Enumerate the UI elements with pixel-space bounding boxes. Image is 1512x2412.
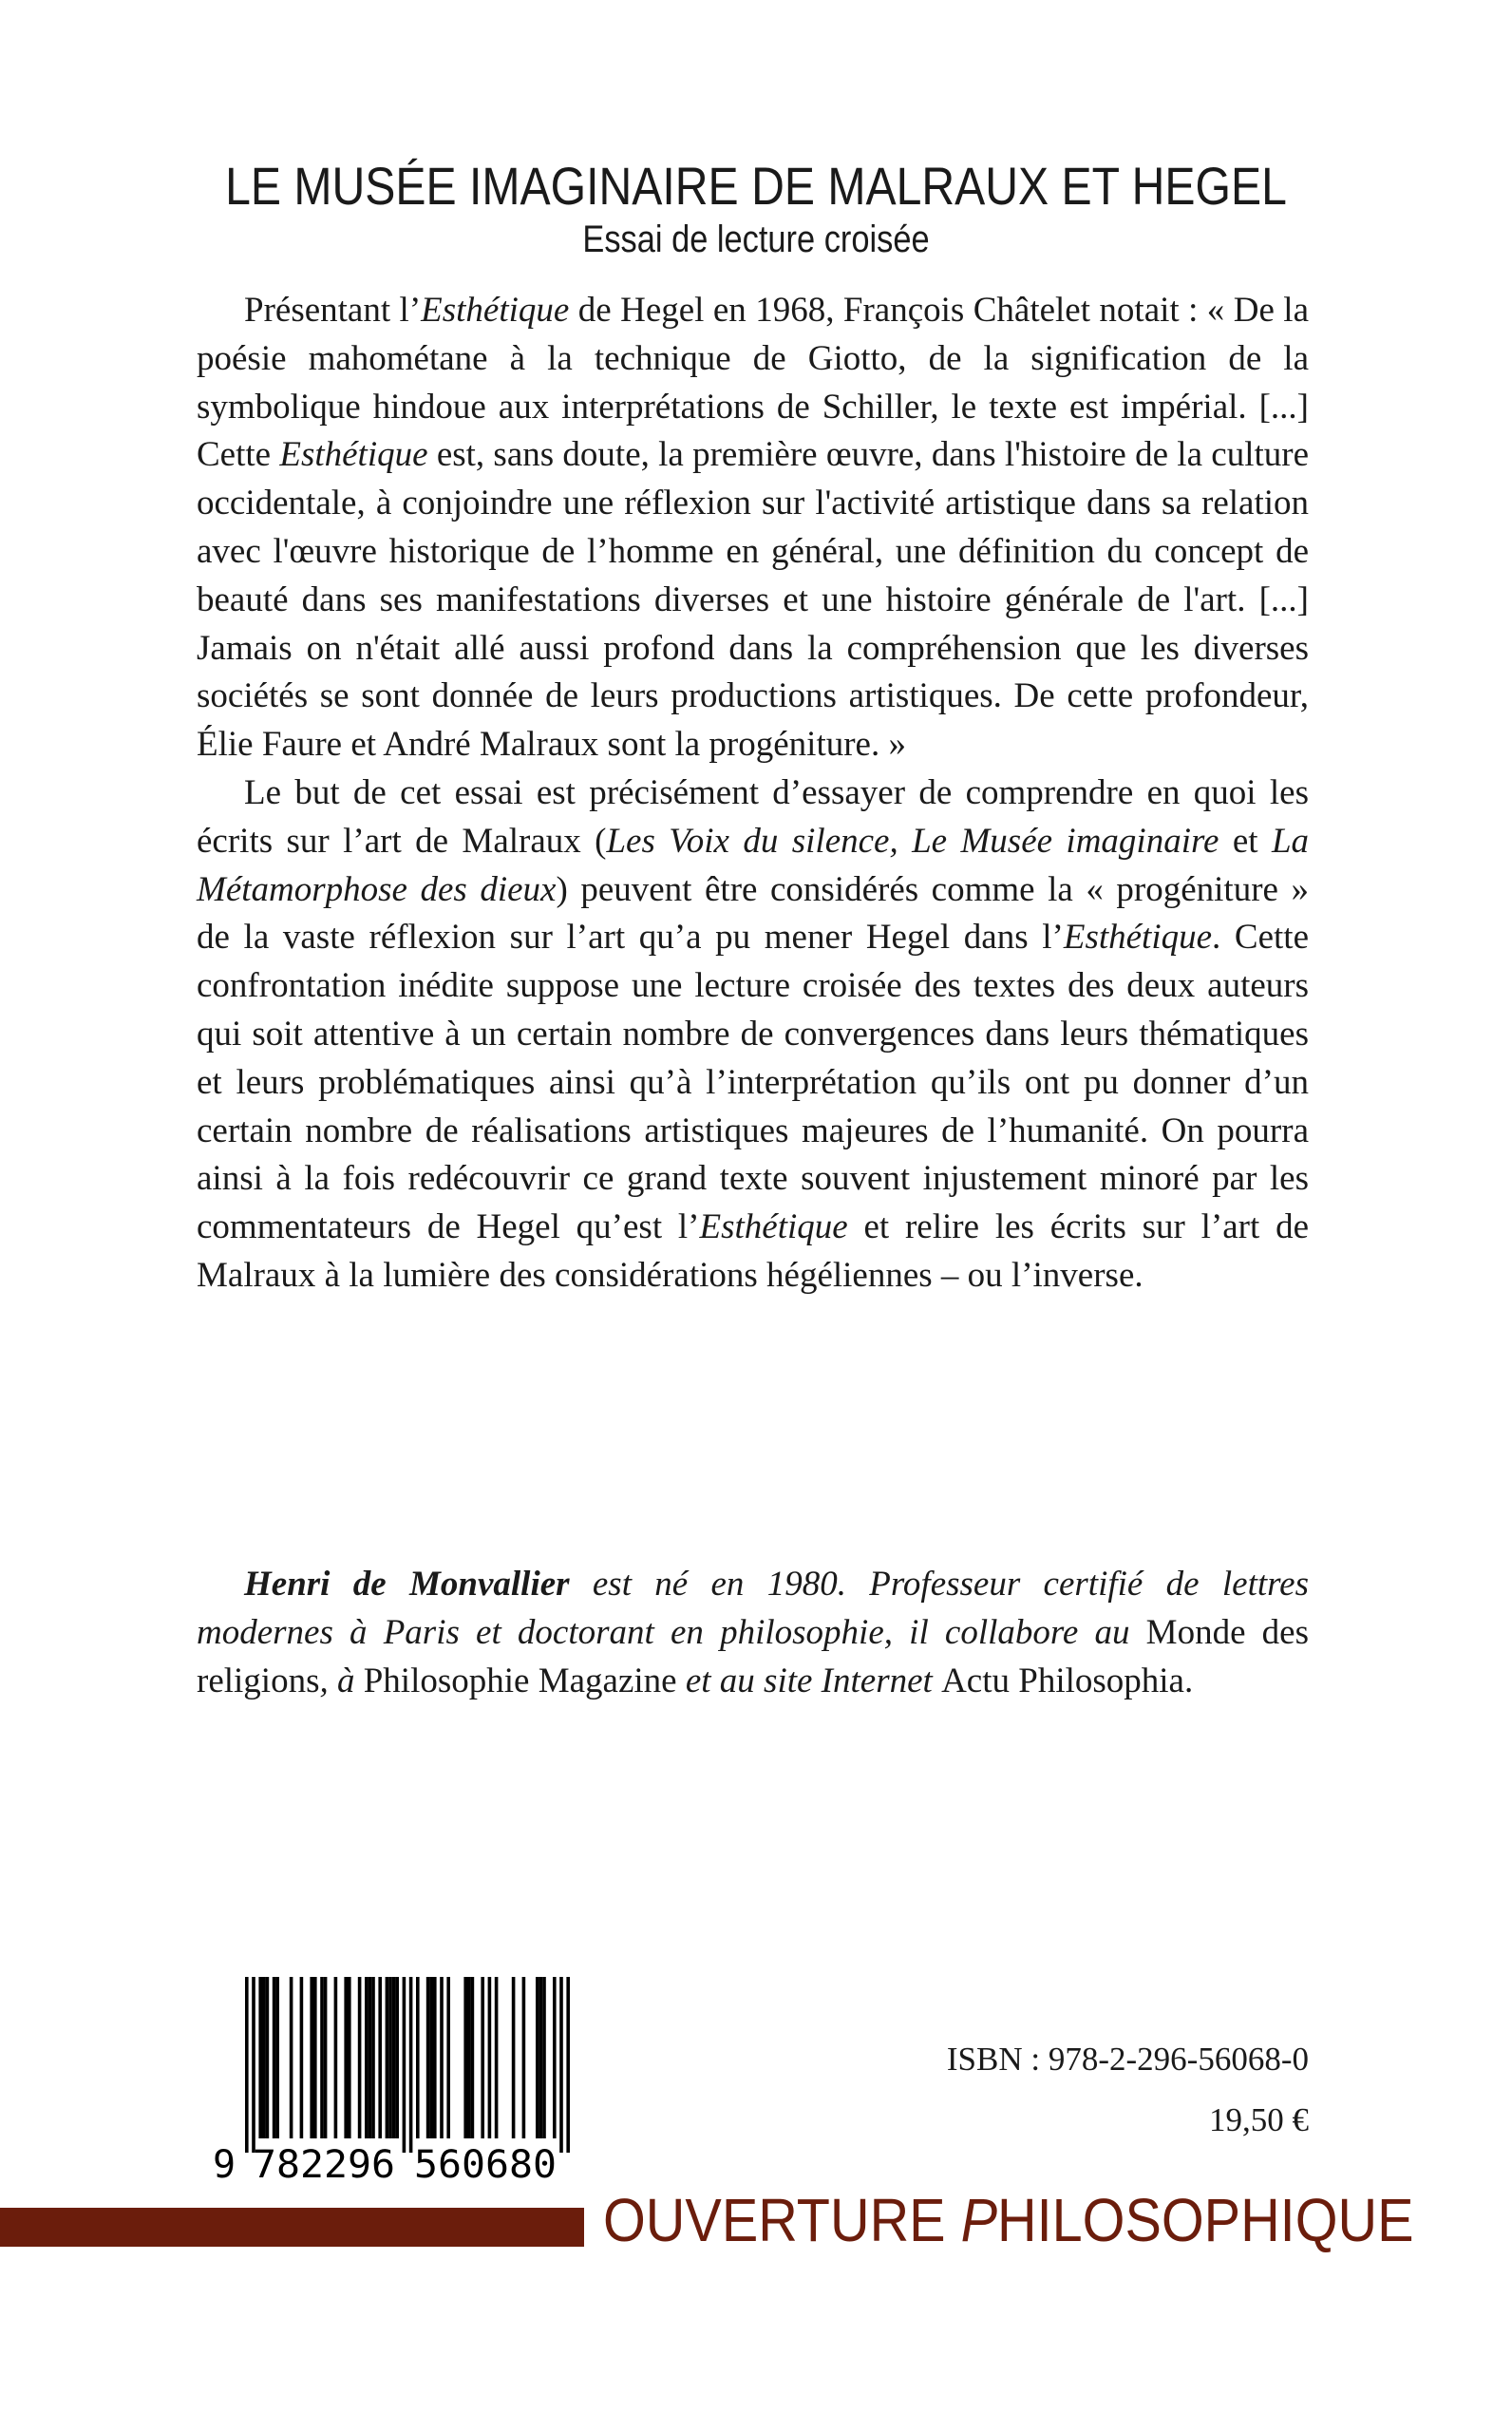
- book-title: LE MUSÉE IMAGINAIRE DE MALRAUX ET HEGEL: [225, 156, 1287, 216]
- barcode-bar: [358, 1977, 362, 2138]
- barcode-bar: [566, 1977, 570, 2153]
- barcode-bar: [313, 1977, 317, 2138]
- book-subtitle: Essai de lecture croisée: [582, 218, 930, 260]
- barcode-bar: [440, 1977, 444, 2138]
- barcode-bar: [536, 1977, 539, 2138]
- barcode-bar: [324, 1977, 328, 2138]
- barcode-bar: [252, 1977, 255, 2153]
- barcode-digits-left: 782296: [253, 2143, 395, 2181]
- blurb-paragraph-1: Présentant l’Esthétique de Hegel en 1968, François Châtelet notait : « De la poésie mahométane à la technique de Giotto, de la signification de la symbolique hindoue aux interprétations de Schiller, le texte est impérial. [...] Cette Esthétique est, sans doute, la première œuvre, dans l'histoire de la culture occidentale, à conjoindre une réflexion sur l'activité artistique dans sa relation avec l'œuvre historique de l’homme en général, une définition du concept de beauté dans ses manifestations diverses et une histoire générale de l'art. [...] Jamais on n'était allé aussi profond dans la compréhension que les diverses sociétés se sont donnée de leurs productions artistiques. De cette profondeur, Élie Faure et André Malraux sont la progéniture. »: [197, 291, 1309, 765]
- barcode-bar: [266, 1977, 270, 2138]
- barcode-bar: [433, 1977, 437, 2138]
- barcode-bar: [369, 1977, 372, 2138]
- blurb-text: [197, 287, 1309, 1301]
- barcode-digits-lead: 9: [213, 2143, 236, 2181]
- barcode-bar: [403, 1977, 406, 2153]
- series-name: OUVERTURE PHILOSOPHIQUE: [603, 2186, 1414, 2254]
- barcode-bar: [463, 1977, 467, 2138]
- barcode-bar: [559, 1977, 563, 2153]
- barcode-bar: [495, 1977, 499, 2138]
- barcode-bar: [344, 1977, 348, 2138]
- barcode-bar: [409, 1977, 413, 2153]
- barcode-bar: [539, 1977, 543, 2138]
- barcode-bar: [553, 1977, 557, 2138]
- barcode-bar: [429, 1977, 433, 2138]
- barcode-bar: [426, 1977, 430, 2138]
- barcode: [211, 1977, 583, 2181]
- barcode-bar: [481, 1977, 484, 2138]
- author-name: Henri de Monvallier: [244, 1565, 570, 1604]
- barcode-bar: [395, 1977, 399, 2138]
- isbn-number: ISBN : 978-2-296-56068-0: [946, 2041, 1309, 2078]
- barcode-bar: [386, 1977, 389, 2138]
- barcode-bar: [378, 1977, 382, 2138]
- barcode-bar: [365, 1977, 369, 2138]
- blurb-paragraph-2: Le but de cet essai est précisément d’essayer de comprendre en quoi les écrits sur l’art de Malraux (Les Voix du silence, Le Musée imaginaire et La Métamorphose des dieux) peuvent être considérés comme la « progéniture » de la vaste réflexion sur l’art qu’a pu mener Hegel dans l’Esthétique. Cette confrontation inédite suppose une lecture croisée des textes des deux auteurs qui soit attentive à un certain nombre de convergences dans leurs thématiques et leurs problématiques ainsi qu’à l’interprétation qu’ils ont pu donner d’un certain nombre de réalisations artistiques majeures de l’humanité. On pourra ainsi à la fois redécouvrir ce grand texte souvent injustement minoré par les commentateurs de Hegel qu’est l’Esthétique et relire les écrits sur l’art de Malraux à la lumière des considérations hégéliennes – ou l’inverse.: [197, 772, 1310, 1295]
- barcode-bar: [320, 1977, 324, 2138]
- barcode-bar: [467, 1977, 471, 2138]
- barcode-bar: [388, 1977, 392, 2138]
- barcode-bar: [488, 1977, 492, 2138]
- barcode-bar: [275, 1977, 279, 2138]
- barcode-bar: [416, 1977, 420, 2138]
- barcode-bar: [334, 1977, 338, 2138]
- price: 19,50 €: [1209, 2101, 1309, 2138]
- barcode-bar: [522, 1977, 526, 2138]
- barcode-bars: [245, 1977, 570, 2153]
- barcode-bar: [258, 1977, 262, 2138]
- author-bio: Henri de Monvallier est né en 1980. Professeur certifié de lettres modernes à Paris et doctorant en philosophie, il collabore au Monde des religions, à Philosophie Magazine et au site Internet Actu Philosophia.: [197, 1565, 1309, 1700]
- barcode-bar: [273, 1977, 276, 2138]
- barcode-bar: [348, 1977, 351, 2138]
- barcode-bar: [290, 1977, 293, 2138]
- barcode-bar: [300, 1977, 304, 2138]
- barcode-bar: [542, 1977, 546, 2138]
- barcode-bar: [392, 1977, 396, 2138]
- barcode-bar: [310, 1977, 313, 2138]
- barcode-bar: [245, 1977, 249, 2153]
- barcode-bar: [471, 1977, 475, 2138]
- series-color-bar: [0, 2208, 584, 2247]
- barcode-bar: [371, 1977, 375, 2138]
- barcode-bar: [262, 1977, 266, 2138]
- barcode-bar: [512, 1977, 516, 2138]
- barcode-bar: [446, 1977, 450, 2138]
- barcode-digits-right: 560680: [414, 2143, 557, 2181]
